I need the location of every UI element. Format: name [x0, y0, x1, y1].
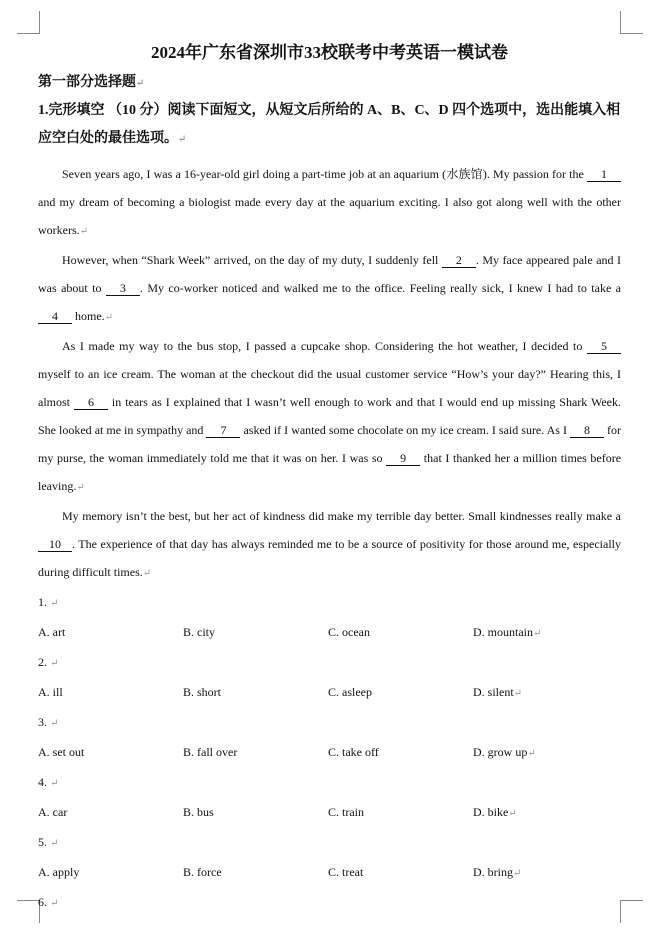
- option-c: C. ocean: [328, 625, 370, 639]
- option-b: B. bus: [183, 805, 214, 819]
- option-c: C. treat: [328, 865, 364, 879]
- option-b: B. fall over: [183, 745, 238, 759]
- option-a: A. art: [38, 625, 66, 639]
- blank-10: 10: [38, 537, 72, 552]
- question-list: [38, 588, 621, 918]
- blank-7: 7: [206, 423, 240, 438]
- blank-5: 5: [587, 339, 621, 354]
- option-c: C. take off: [328, 745, 379, 759]
- paragraph-mark-icon: ↵: [76, 482, 85, 493]
- passage-paragraph-2: However, when “Shark Week” arrived, on the day of my duty, I suddenly fell 2 . My face appeared pale and I was about to 3 . My co-worker noticed and walked me to the office. Feeling really sick, I knew I had to take a 4 home.↵: [38, 253, 622, 323]
- option-b: B. short: [183, 685, 222, 699]
- option-c: C. asleep: [328, 685, 372, 699]
- paragraph-mark-icon: ↵: [178, 134, 187, 145]
- option-d: D. mountain↵: [473, 625, 542, 639]
- option-d: D. grow up↵: [473, 745, 536, 759]
- document-page: [38, 40, 621, 918]
- cloze-instruction: 1.完形填空 （10 分）阅读下面短文，从短文后所给的 A、B、C、D 四个选项中，选出能填入相应空白处的最佳选项。↵: [38, 103, 621, 146]
- passage-paragraph-1: Seven years ago, I was a 16-year-old girl doing a part-time job at an aquarium (水族馆). My passion for the 1 and my dream of becoming a biologist made every day at the aquarium exciting. I also got along well with the other workers.↵: [38, 167, 621, 237]
- option-c: C. train: [328, 805, 364, 819]
- document-title: 2024年广东省深圳市33校联考中考英语一模试卷: [151, 43, 508, 62]
- option-row: [38, 678, 621, 708]
- option-row: [38, 738, 621, 768]
- crop-mark-top-left: [17, 11, 40, 34]
- blank-9: 9: [386, 451, 420, 466]
- question-number: 3. ↵: [38, 715, 59, 729]
- crop-mark-top-right: [620, 11, 643, 34]
- section-heading: 第一部分选择题↵: [38, 75, 145, 90]
- paragraph-mark-icon: ↵: [104, 312, 114, 323]
- blank-6: 6: [74, 395, 108, 410]
- question-number: 6. ↵: [38, 895, 59, 909]
- question-number: 4. ↵: [38, 775, 59, 789]
- paragraph-mark-icon: ↵: [142, 568, 152, 579]
- crop-mark-bottom-right: [620, 900, 643, 923]
- passage-paragraph-4: My memory isn’t the best, but her act of kindness did make my terrible day better. Small kindnesses really make a 10 . The experience of that day has always reminded me to be a source of positivity for those around me, especially during difficult times.↵: [38, 509, 621, 579]
- blank-8: 8: [570, 423, 604, 438]
- option-row: [38, 618, 621, 648]
- blank-1: 1: [587, 167, 621, 182]
- blank-3: 3: [106, 281, 140, 296]
- option-d: D. bike↵: [473, 805, 517, 819]
- option-a: A. ill: [38, 685, 63, 699]
- crop-mark-bottom-left: [17, 900, 40, 923]
- blank-4: 4: [38, 309, 72, 324]
- option-b: B. force: [183, 865, 222, 879]
- passage-paragraph-3: As I made my way to the bus stop, I passed a cupcake shop. Considering the hot weather, I decided to 5 myself to an ice cream. The woman at the checkout did the usual customer service “How’s your day?” Hearing this, I almost 6 in tears as I explained that I wasn’t well enough to work and that I would end up missing Shark Week. She looked at me in sympathy and 7 asked if I wanted some chocolate on my ice cream. I said sure. As I 8 for my purse, the woman immediately told me that it was on her. I was so 9 that I thanked her a million times before leaving.↵: [38, 339, 622, 493]
- blank-2: 2: [442, 253, 476, 268]
- option-row: [38, 798, 621, 828]
- option-row: [38, 858, 621, 888]
- question-number: 1. ↵: [38, 595, 59, 609]
- option-b: B. city: [183, 625, 215, 639]
- question-number: 2. ↵: [38, 655, 59, 669]
- option-d: D. silent↵: [473, 685, 523, 699]
- paragraph-mark-icon: ↵: [79, 226, 89, 237]
- option-a: A. car: [38, 805, 68, 819]
- option-a: A. apply: [38, 865, 80, 879]
- option-d: D. bring↵: [473, 865, 522, 879]
- paragraph-mark-icon: ↵: [136, 78, 145, 89]
- option-a: A. set out: [38, 745, 85, 759]
- question-number: 5. ↵: [38, 835, 59, 849]
